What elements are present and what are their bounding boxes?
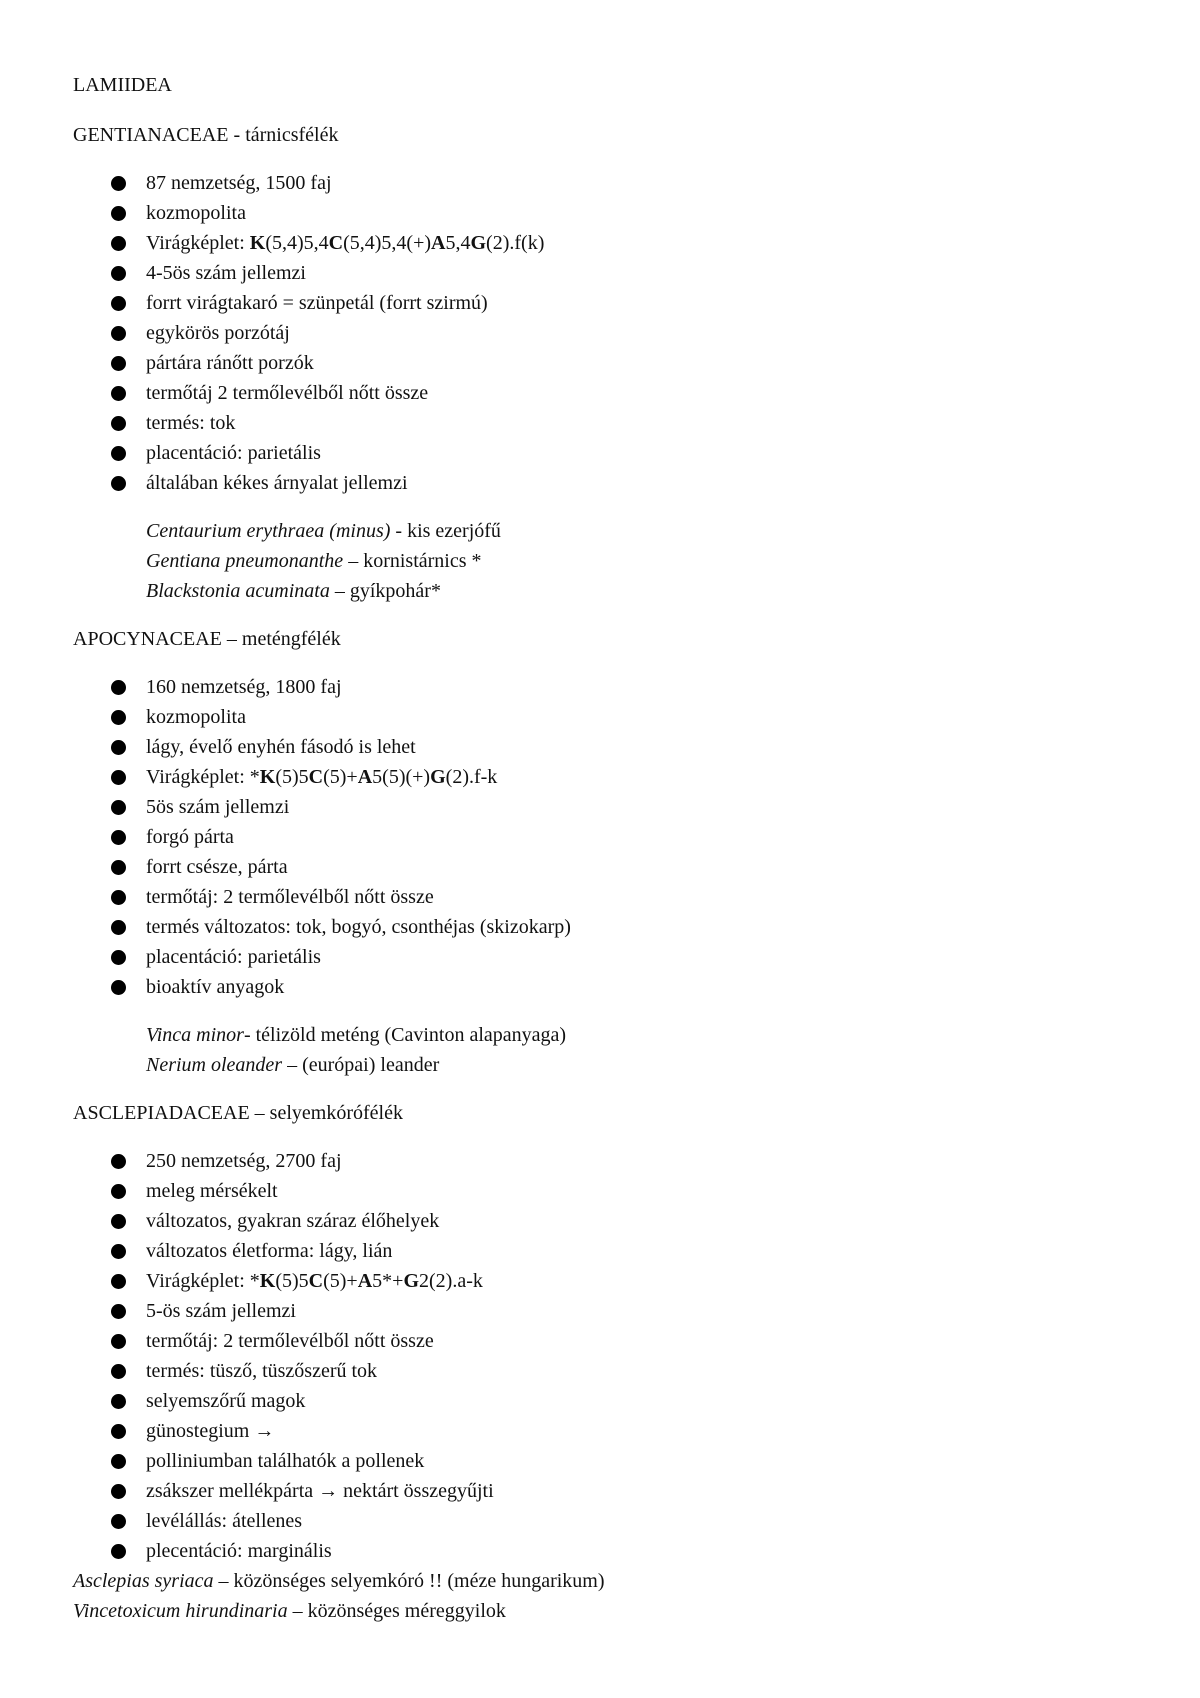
bullet-icon	[111, 1454, 126, 1469]
species-row: Vincetoxicum hirundinaria – közönséges méreggyilok	[73, 1600, 506, 1622]
list-item: 5-ös szám jellemzi	[73, 1296, 1133, 1326]
bullet-icon	[111, 1244, 126, 1259]
species-row: Nerium oleander – (európai) leander	[146, 1054, 440, 1076]
list-item: zsákszer mellékpárta → nektárt összegyűjti	[73, 1476, 1133, 1506]
bullet-icon	[111, 206, 126, 221]
apocynaceae-bullet-list	[73, 672, 1133, 1002]
list-item: 250 nemzetség, 2700 faj	[73, 1146, 1133, 1176]
gentianaceae-bullet-list	[73, 168, 1133, 498]
list-item: plecentáció: marginális	[73, 1536, 1133, 1566]
document-page	[73, 70, 1133, 1644]
list-item: termőtáj: 2 termőlevélből nőtt össze	[73, 1326, 1133, 1356]
list-item: forrt csésze, párta	[73, 852, 1133, 882]
bullet-icon	[111, 1274, 126, 1289]
species-row: Blackstonia acuminata – gyíkpohár*	[146, 580, 441, 602]
list-item: változatos életforma: lágy, lián	[73, 1236, 1133, 1266]
list-item: placentáció: parietális	[73, 942, 1133, 972]
apocynaceae-species	[73, 1020, 1133, 1080]
list-item: termés változatos: tok, bogyó, csonthéjas (skizokarp)	[73, 912, 1133, 942]
list-item-formula: Virágképlet: *K(5)5C(5)+A5*+G2(2).a-k	[73, 1266, 1133, 1296]
bullet-icon	[111, 176, 126, 191]
bullet-icon	[111, 710, 126, 725]
bullet-icon	[111, 800, 126, 815]
list-item: 4-5ös szám jellemzi	[73, 258, 1133, 288]
bullet-icon	[111, 386, 126, 401]
list-item: kozmopolita	[73, 702, 1133, 732]
bullet-icon	[111, 740, 126, 755]
list-item: placentáció: parietális	[73, 438, 1133, 468]
bullet-icon	[111, 1424, 126, 1439]
list-item: lágy, évelő enyhén fásodó is lehet	[73, 732, 1133, 762]
species-row: Centaurium erythraea (minus) - kis ezerjófű	[146, 520, 501, 542]
bullet-icon	[111, 266, 126, 281]
bullet-icon	[111, 416, 126, 431]
bullet-icon	[111, 476, 126, 491]
list-item: forgó párta	[73, 822, 1133, 852]
bullet-icon	[111, 770, 126, 785]
list-item: kozmopolita	[73, 198, 1133, 228]
gentianaceae-species	[73, 516, 1133, 606]
bullet-icon	[111, 296, 126, 311]
list-item: polliniumban találhatók a pollenek	[73, 1446, 1133, 1476]
family-heading-asclepiadaceae: ASCLEPIADACEAE – selyemkórófélék	[73, 1102, 403, 1124]
bullet-icon	[111, 326, 126, 341]
bullet-icon	[111, 860, 126, 875]
list-item: egykörös porzótáj	[73, 318, 1133, 348]
list-item: termőtáj 2 termőlevélből nőtt össze	[73, 378, 1133, 408]
asclepiadaceae-bullet-list	[73, 1146, 1133, 1566]
list-item: pártára ránőtt porzók	[73, 348, 1133, 378]
list-item: 5ös szám jellemzi	[73, 792, 1133, 822]
bullet-icon	[111, 1184, 126, 1199]
list-item: változatos, gyakran száraz élőhelyek	[73, 1206, 1133, 1236]
bullet-icon	[111, 890, 126, 905]
bullet-icon	[111, 1484, 126, 1499]
family-heading-apocynaceae: APOCYNACEAE – meténgfélék	[73, 628, 341, 650]
species-row: Vinca minor- télizöld meténg (Cavinton alapanyaga)	[146, 1024, 567, 1046]
list-item: termés: tüsző, tüszőszerű tok	[73, 1356, 1133, 1386]
list-item: termőtáj: 2 termőlevélből nőtt össze	[73, 882, 1133, 912]
list-item: 160 nemzetség, 1800 faj	[73, 672, 1133, 702]
list-item: 87 nemzetség, 1500 faj	[73, 168, 1133, 198]
family-heading-gentianaceae: GENTIANACEAE - tárnicsfélék	[73, 124, 339, 146]
list-item: günostegium →	[73, 1416, 1133, 1446]
list-item: forrt virágtakaró = szünpetál (forrt szirmú)	[73, 288, 1133, 318]
list-item: meleg mérsékelt	[73, 1176, 1133, 1206]
bullet-icon	[111, 356, 126, 371]
bullet-icon	[111, 446, 126, 461]
bullet-icon	[111, 680, 126, 695]
bullet-icon	[111, 920, 126, 935]
bullet-icon	[111, 1214, 126, 1229]
asclepiadaceae-species	[73, 1566, 1133, 1626]
bullet-icon	[111, 950, 126, 965]
bullet-icon	[111, 830, 126, 845]
list-item: termés: tok	[73, 408, 1133, 438]
bullet-icon	[111, 1304, 126, 1319]
bullet-icon	[111, 1544, 126, 1559]
bullet-icon	[111, 1154, 126, 1169]
list-item: selyemszőrű magok	[73, 1386, 1133, 1416]
document-title: LAMIIDEA	[73, 74, 172, 96]
list-item-formula: Virágképlet: K(5,4)5,4C(5,4)5,4(+)A5,4G(2).f(k)	[73, 228, 1133, 258]
species-row: Gentiana pneumonanthe – kornistárnics *	[146, 550, 482, 572]
bullet-icon	[111, 1514, 126, 1529]
bullet-icon	[111, 1364, 126, 1379]
bullet-icon	[111, 1394, 126, 1409]
species-row: Asclepias syriaca – közönséges selyemkóró !! (méze hungarikum)	[73, 1570, 605, 1592]
bullet-icon	[111, 980, 126, 995]
bullet-icon	[111, 1334, 126, 1349]
list-item: bioaktív anyagok	[73, 972, 1133, 1002]
list-item-formula: Virágképlet: *K(5)5C(5)+A5(5)(+)G(2).f-k	[73, 762, 1133, 792]
list-item: levélállás: átellenes	[73, 1506, 1133, 1536]
bullet-icon	[111, 236, 126, 251]
list-item: általában kékes árnyalat jellemzi	[73, 468, 1133, 498]
